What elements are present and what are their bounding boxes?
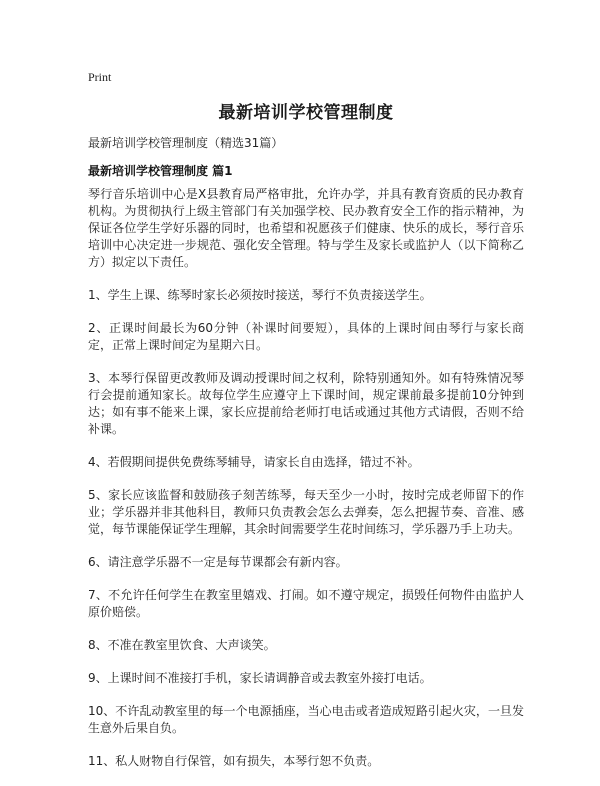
paragraph-rule-7: 7、不允许任何学生在教室里嬉戏、打闹。如不遵守规定，损毁任何物件由监护人原价赔偿。	[88, 588, 524, 619]
paragraph-rule-2: 2、正课时间最长为60分钟（补课时间要短），具体的上课时间由琴行与家长商定，正常上课时间定为星期六日。	[88, 321, 524, 352]
paragraph-rule-3: 3、本琴行保留更改教师及调动授课时间之权利，除特别通知外。如有特殊情况琴行会提前通知家长。故每位学生应遵守上下课时间，规定课前最多提前10分钟到达；如有事不能来上课，家长应提前给老师打电话或通过其他方式请假，否则不给补课。	[88, 371, 524, 436]
paragraph-rule-8: 8、不准在教室里饮食、大声谈笑。	[88, 638, 276, 652]
paragraph-rule-5: 5、家长应该监督和鼓励孩子刻苦练琴，每天至少一小时，按时完成老师留下的作业；学乐器并非其他科目，教师只负责教会怎么去弹奏，怎么把握节奏、音准、感觉，每节课能保证学生理解，其余时间需要学生花时间练习，学乐器乃手上功夫。	[88, 488, 524, 536]
paragraph-rule-6: 6、请注意学乐器不一定是每节课都会有新内容。	[88, 555, 348, 569]
document-subtitle: 最新培训学校管理制度（精选31篇）	[88, 136, 284, 150]
paragraph-rule-9: 9、上课时间不准接打手机，家长请调静音或去教室外接打电话。	[88, 671, 432, 685]
page-title: 最新培训学校管理制度	[218, 103, 394, 123]
paragraph-rule-11: 11、私人财物自行保管，如有损失，本琴行恕不负责。	[88, 754, 380, 768]
document-body	[88, 186, 524, 786]
section-heading: 最新培训学校管理制度 篇1	[88, 164, 233, 178]
paragraph-rule-10: 10、不许乱动教室里的每一个电源插座，当心电击或者造成短路引起火灾，一旦发生意外后果自负。	[88, 704, 524, 735]
paragraph-rule-1: 1、学生上课、练琴时家长必须按时接送，琴行不负责接送学生。	[88, 288, 432, 302]
print-label: Print	[88, 70, 112, 84]
paragraph-rule-4: 4、若假期间提供免费练琴辅导，请家长自由选择，错过不补。	[88, 455, 420, 469]
paragraph-intro: 琴行音乐培训中心是X县教育局严格审批，允许办学，并具有教育资质的民办教育机构。为贯彻执行上级主管部门有关加强学校、民办教育安全工作的指示精神，为保证各位学生学好乐器的同时，也希望和祝愿孩子们健康、快乐的成长，琴行音乐培训中心决定进一步规范、强化安全管理。特与学生及家长或监护人（以下简称乙方）拟定以下责任。	[88, 187, 524, 269]
